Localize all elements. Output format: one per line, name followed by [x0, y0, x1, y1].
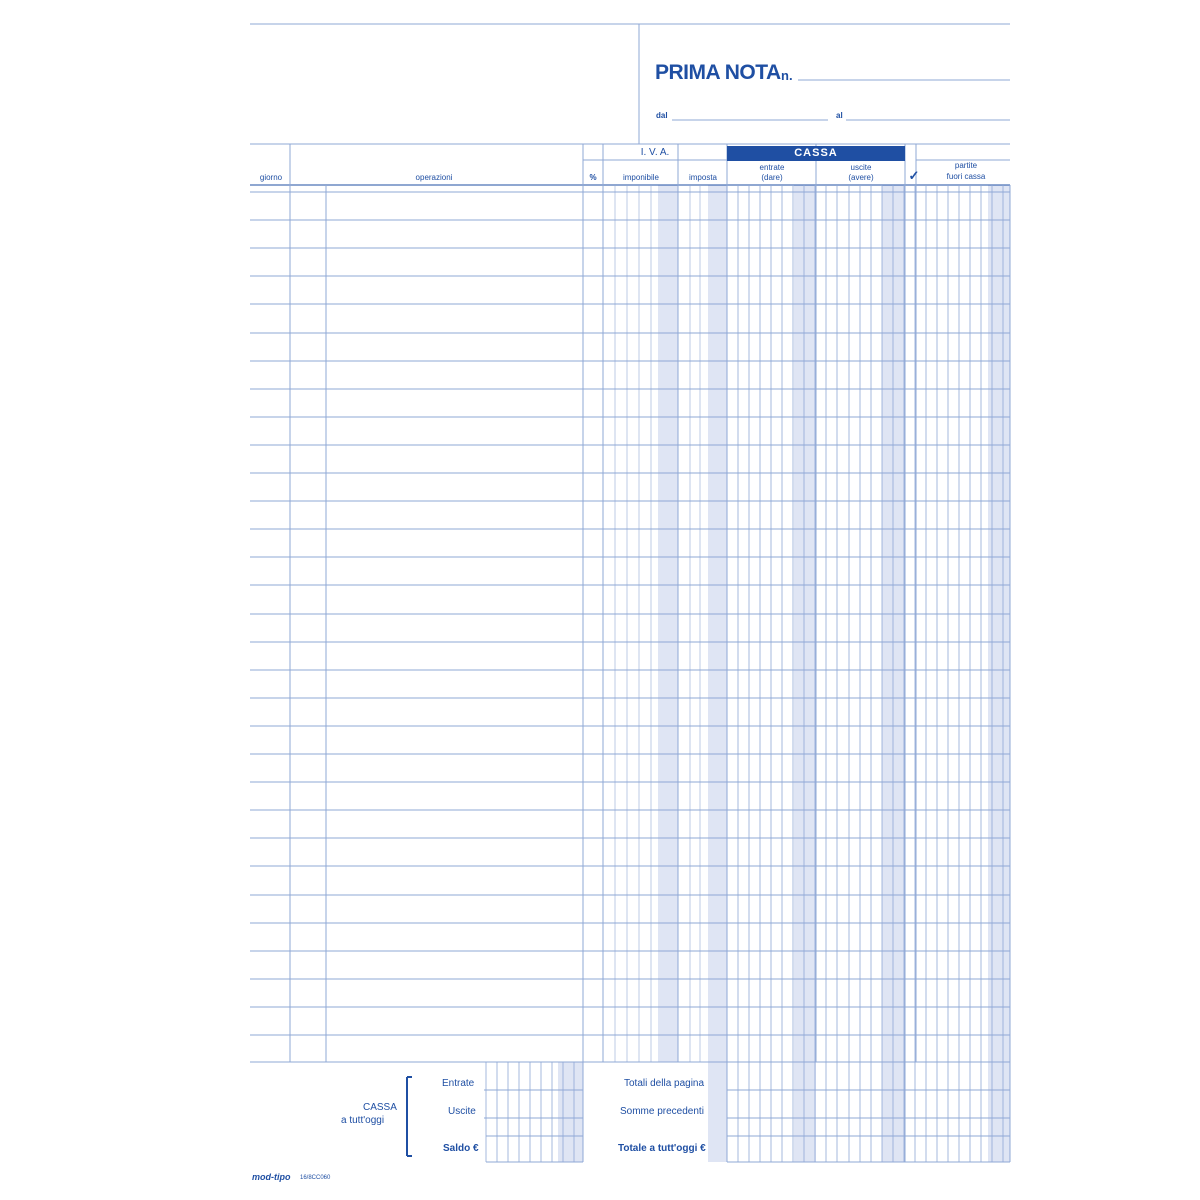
saldo-cents-shade	[558, 1062, 583, 1162]
col-header-imponibile: imponibile	[622, 173, 660, 182]
brand-logo: mod-tipo	[252, 1172, 291, 1182]
cassa-summary-sub: a tutt'oggi	[341, 1115, 385, 1126]
to-date-label: al	[836, 111, 843, 120]
footer-uscite-label: Uscite	[448, 1106, 476, 1117]
footer-totale-oggi-label: Totale a tutt'oggi €	[618, 1143, 706, 1154]
number-label: n.	[781, 68, 793, 83]
footer-entrate-label: Entrate	[442, 1078, 475, 1089]
col-header-partite: partite	[954, 161, 978, 170]
partite-cents-shade	[988, 185, 1010, 1162]
cassa-summary-label: CASSA	[363, 1102, 397, 1113]
footer-somme-precedenti-label: Somme precedenti	[620, 1106, 704, 1117]
col-header-entrate: entrate	[759, 163, 785, 172]
col-header-giorno: giorno	[259, 173, 283, 182]
col-header-imposta: imposta	[688, 173, 718, 182]
col-header-operazioni: operazioni	[415, 173, 453, 182]
imposta-cents-shade	[708, 185, 727, 1162]
col-header-iva: I. V. A.	[640, 147, 670, 158]
col-header-entrate-dare: (dare)	[761, 173, 783, 182]
form-title: PRIMA NOTA	[655, 61, 781, 84]
uscite-cents-shade	[882, 185, 905, 1162]
col-header-cassa: CASSA	[727, 146, 905, 161]
entrate-cents-shade	[794, 185, 816, 1162]
footer-totali-pagina-label: Totali della pagina	[624, 1078, 705, 1089]
from-date-label: dal	[656, 111, 668, 120]
check-mark-icon: ✓	[908, 168, 920, 183]
col-header-percent: %	[589, 173, 597, 182]
footer-saldo-label: Saldo €	[443, 1143, 479, 1154]
col-header-uscite: uscite	[850, 163, 872, 172]
col-header-uscite-avere: (avere)	[848, 173, 874, 182]
imponibile-cents-shade	[658, 185, 678, 1062]
product-code: 16/8CC060	[300, 1175, 331, 1181]
col-header-fuori-cassa: fuori cassa	[946, 172, 986, 181]
